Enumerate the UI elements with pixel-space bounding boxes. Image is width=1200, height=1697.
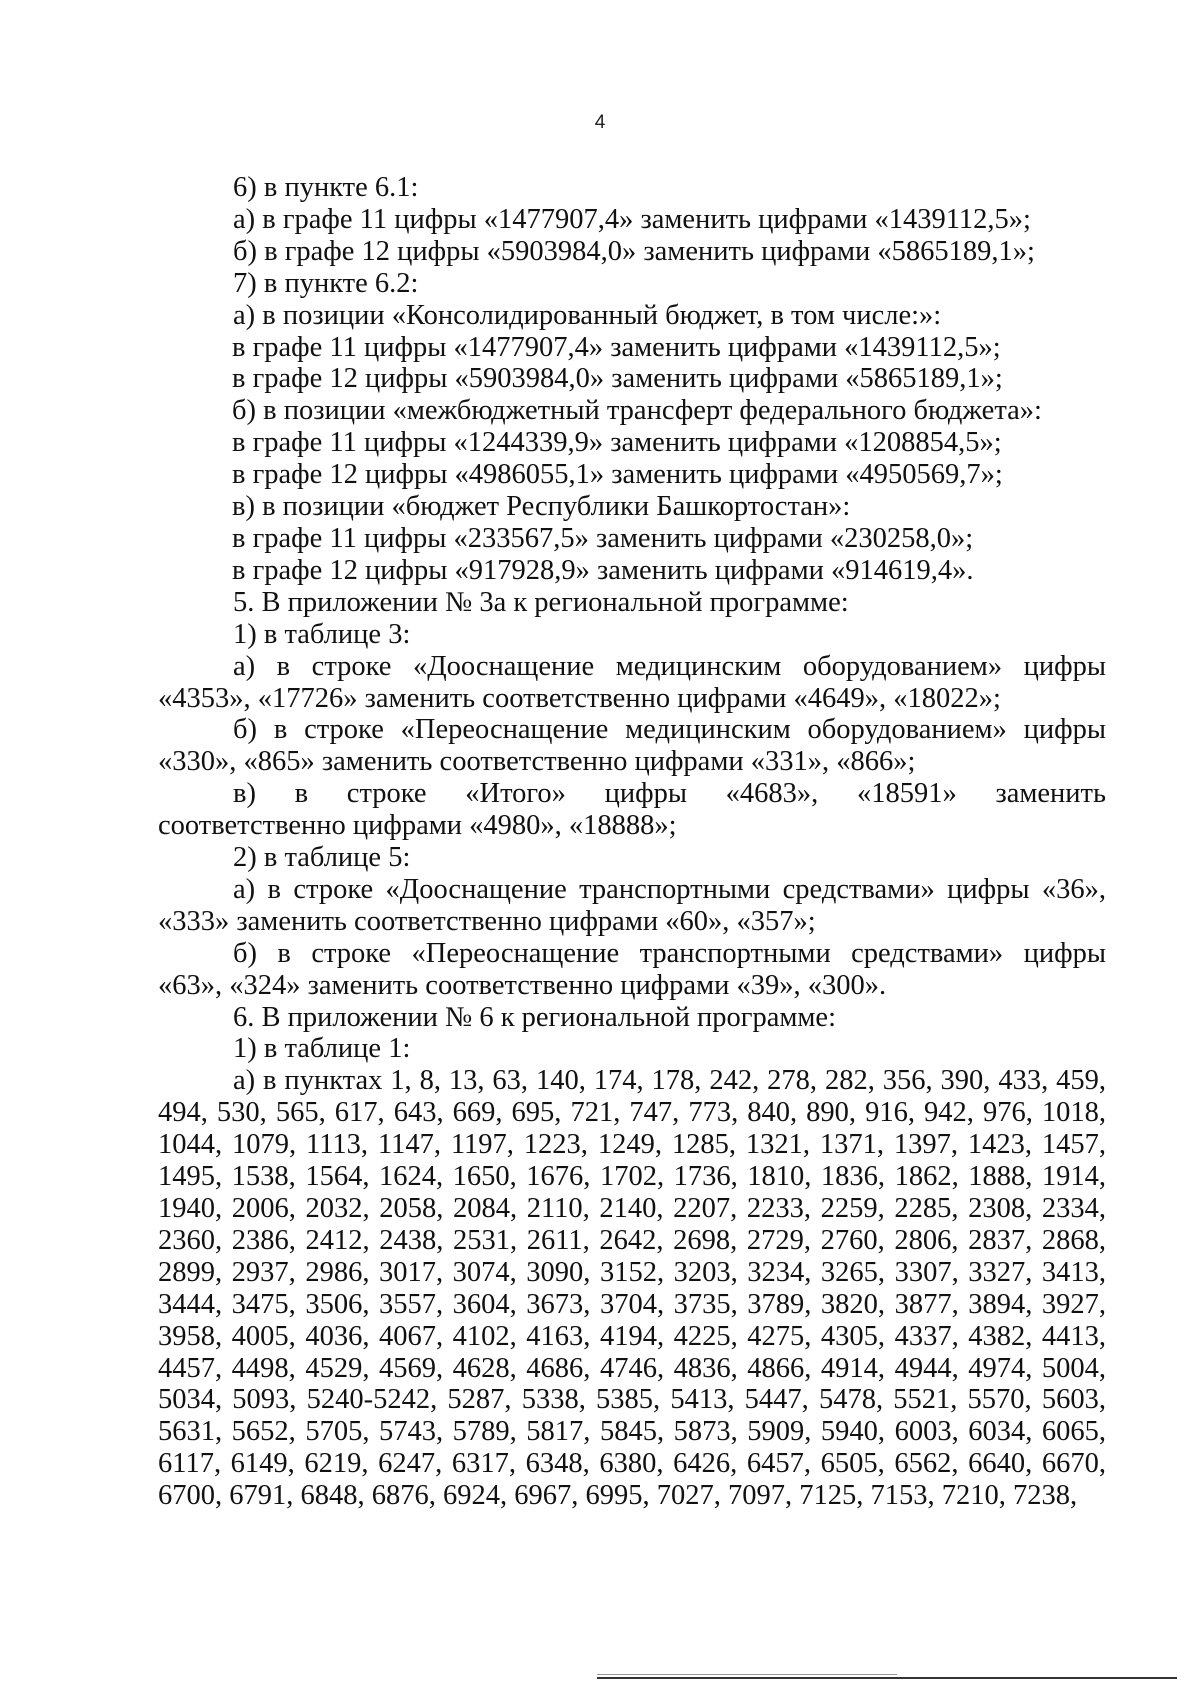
paragraph-line: в графе 11 цифры «1244339,9» заменить цифрами «1208854,5»;	[232, 427, 1002, 459]
paragraph-line: 2) в таблице 5:	[233, 842, 411, 874]
paragraph-line: в графе 11 цифры «1477907,4» заменить цифрами «1439112,5»;	[232, 331, 1001, 363]
bottom-rule	[597, 1677, 1177, 1679]
paragraph-line: а) в графе 11 цифры «1477907,4» заменить цифрами «1439112,5»;	[233, 203, 1031, 235]
bottom-rule-faint	[597, 1674, 897, 1675]
paragraph-line: 1) в таблице 1:	[233, 1033, 411, 1065]
paragraph-line: а) в позиции «Консолидированный бюджет, в том числе:»:	[233, 299, 942, 331]
paragraph-line: «4353», «17726» заменить соответственно цифрами «4649», «18022»;	[158, 682, 1001, 714]
paragraph-line: в графе 12 цифры «5903984,0» заменить цифрами «5865189,1»;	[232, 363, 1003, 395]
document-body	[158, 172, 1106, 1512]
paragraph-line: «63», «324» заменить соответственно цифрами «39», «300».	[158, 969, 887, 1001]
paragraph-line: в графе 11 цифры «233567,5» заменить цифрами «230258,0»;	[232, 522, 974, 554]
paragraph-line: в графе 12 цифры «917928,9» заменить цифрами «914619,4».	[232, 554, 974, 586]
paragraph-line: 6) в пункте 6.1:	[233, 172, 419, 203]
paragraph-line: 6. В приложении № 6 к региональной программе:	[233, 1001, 836, 1033]
paragraph-line: 5. В приложении № 3а к региональной программе:	[233, 586, 849, 618]
paragraph-line: а) в строке «Дооснащение транспортными средствами» цифры «36»,	[233, 873, 1106, 905]
paragraph-line: в графе 12 цифры «4986055,1» заменить цифрами «4950569,7»;	[232, 459, 1003, 491]
paragraph-line: соответственно цифрами «4980», «18888»;	[158, 810, 677, 842]
paragraph-line: б) в строке «Переоснащение медицинским оборудованием» цифры	[233, 714, 1106, 746]
paragraph-line: б) в позиции «межбюджетный трансферт федерального бюджета»:	[232, 395, 1042, 427]
paragraph-line: 1) в таблице 3:	[233, 618, 411, 650]
paragraph-line: в) в строке «Итого» цифры «4683», «18591» заменить	[233, 778, 1106, 810]
paragraph-line: «330», «865» заменить соответственно цифрами «331», «866»;	[158, 746, 916, 778]
page-number: 4	[594, 112, 606, 133]
paragraph-line: в) в позиции «бюджет Республики Башкортостан»:	[232, 491, 851, 523]
paragraph-line: «333» заменить соответственно цифрами «60», «357»;	[158, 905, 816, 937]
paragraph-line: б) в строке «Переоснащение транспортными средствами» цифры	[233, 937, 1106, 969]
paragraph-line: 7) в пункте 6.2:	[233, 267, 419, 299]
paragraph-line: а) в строке «Дооснащение медицинским оборудованием» цифры	[233, 650, 1106, 682]
item-numbers-paragraph: а) в пунктах 1, 8, 13, 63, 140, 174, 178, 242, 278, 282, 356, 390, 433, 459, 494, 530, 565, 617, 643, 669, 695, 721, 747, 773, 840, 890, 916, 942, 976, 1018, 1044, 1079, 1113, 1147, 1197, 1223, 1249, 1285, 1321, 1371, 1397, 1423, 1457, 1495, 1538, 1564, 1624, 1650, 1676, 1702, 1736, 1810, 1836, 1862, 1888, 1914, 1940, 2006, 2032, 2058, 2084, 2110, 2140, 2207, 2233, 2259, 2285, 2308, 2334, 2360, 2386, 2412, 2438, 2531, 2611, 2642, 2698, 2729, 2760, 2806, 2837, 2868, 2899, 2937, 2986, 3017, 3074, 3090, 3152, 3203, 3234, 3265, 3307, 3327, 3413, 3444, 3475, 3506, 3557, 3604, 3673, 3704, 3735, 3789, 3820, 3877, 3894, 3927, 3958, 4005, 4036, 4067, 4102, 4163, 4194, 4225, 4275, 4305, 4337, 4382, 4413, 4457, 4498, 4529, 4569, 4628, 4686, 4746, 4836, 4866, 4914, 4944, 4974, 5004, 5034, 5093, 5240-5242, 5287, 5338, 5385, 5413, 5447, 5478, 5521, 5570, 5603, 5631, 5652, 5705, 5743, 5789, 5817, 5845, 5873, 5909, 5940, 6003, 6034, 6065, 6117, 6149, 6219, 6247, 6317, 6348, 6380, 6426, 6457, 6505, 6562, 6640, 6670, 6700, 6791, 6848, 6876, 6924, 6967, 6995, 7027, 7097, 7125, 7153, 7210, 7238,	[158, 1065, 1106, 1512]
paragraph-line: б) в графе 12 цифры «5903984,0» заменить цифрами «5865189,1»;	[233, 235, 1035, 267]
